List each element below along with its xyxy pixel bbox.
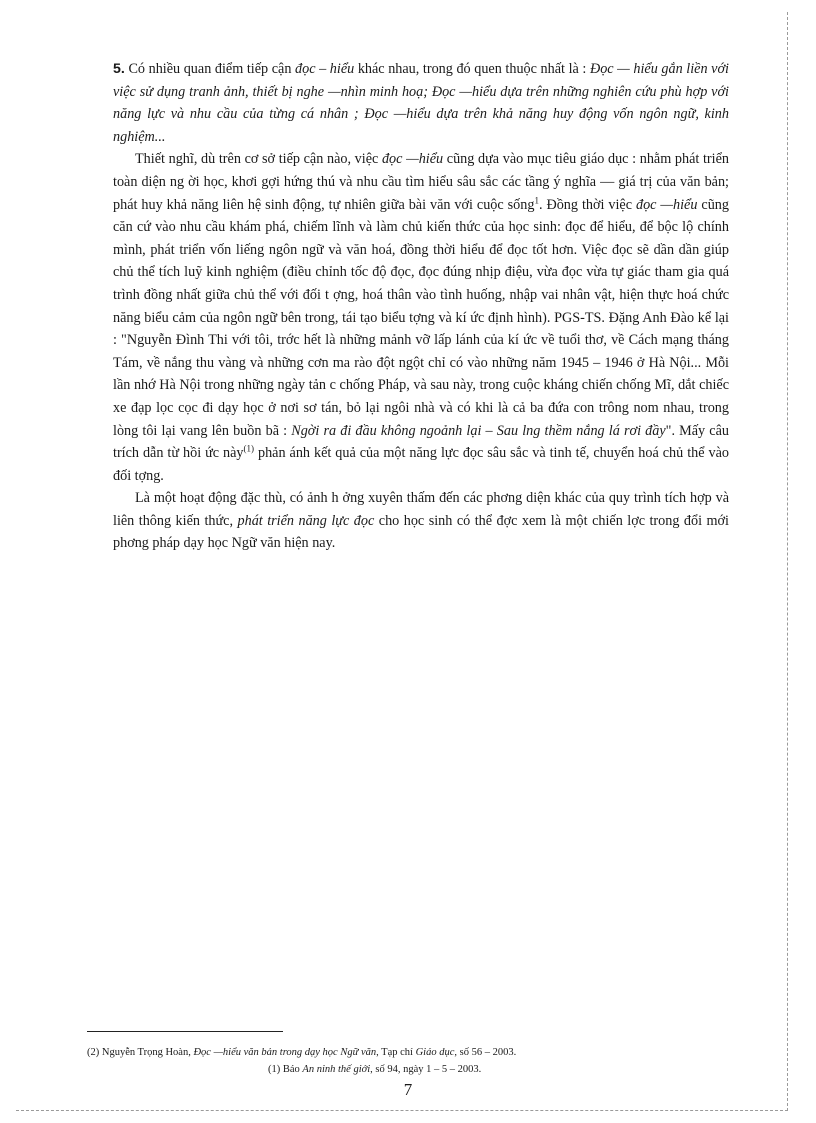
fn1-text-b: , số 94, ngày 1 – 5 – 2003. bbox=[370, 1064, 482, 1075]
p1-italic-1: đọc – hiểu bbox=[295, 61, 355, 77]
p2-italic-3: Ngời ra đi đầu không ngoảnh lại – Sau lng thềm nắng lá rơi đầy bbox=[291, 422, 666, 439]
p1-text-1: Có nhiều quan điểm tiếp cận bbox=[124, 61, 296, 77]
p2-text-4: cũng căn cứ vào nhu cầu khám phá, chiếm lĩnh và làm chủ kiến thức của học sinh: đọc để hiểu, để bộc lộ chính mình, phát triển vốn liếng ngôn ngữ và văn hoá, đồng thời hiểu để đọc tốt hơn. Việc đọc sẽ dần dần giúp chủ thể tích luỹ kinh nghiệm (điều chỉnh tốc độ đọc, đọc đúng nhịp điệu, vừa đọc vừa tự giác tham gia quá trình đồng nhất giữa chủ thể với đối t ợng, hoá thân vào tình huống, nhập vai nhân vật, hiện thực hoá chức năng biểu cảm của ngôn ngữ bên trong, tái tạo biểu tợng và kí ức định hình). PGS-TS. Đặng Anh Đào kể lại : "Nguyễn Đình Thi với tôi, trớc hết là những mảnh vỡ lấp lánh của kí ức về tuổi thơ, về Cách mạng tháng Tám, về nắng thu vàng và những cơn ma rào đột ngột chỉ có vào những năm 1945 – 1946 ở Hà Nội... Mỗi lần nhớ Hà Nội trong những ngày tản c chống Pháp, và sau này, trong cuộc kháng chiến chống Mĩ, dắt chiếc xe đạp lọc cọc đi dạy học ở nơi sơ tán, bỏ lại ngôi nhà và có khi là cả ba đứa con trông nom nhau, trong lòng tôi lại vang lên buồn bã : bbox=[113, 196, 729, 439]
footnote-ref-1: 1 bbox=[534, 194, 539, 205]
p2-text-3: . Đồng thời việc bbox=[538, 196, 636, 213]
p2-italic-1: đọc —hiểu bbox=[381, 151, 444, 168]
footnote-1 bbox=[268, 1063, 481, 1076]
fn2-italic: Đọc —hiểu văn bản trong dạy học Ngữ văn bbox=[193, 1047, 377, 1058]
item-number: 5. bbox=[113, 61, 125, 77]
fn2-text-a: (2) Nguyễn Trọng Hoàn, bbox=[87, 1047, 194, 1058]
page-edge-bottom bbox=[16, 1110, 788, 1111]
p1-text-2: khác nhau, trong đó quen thuộc nhất là : bbox=[354, 61, 590, 77]
p2-italic-2: đọc —hiểu bbox=[635, 196, 698, 213]
footnote-2 bbox=[87, 1046, 727, 1059]
p1-italic-2: Đọc — hiểu gắn liền với việc sử dụng tranh ảnh, thiết bị nghe —nhìn minh hoạ; Đọc —hiểu dựa trên những nghiên cứu phù hợp với năng lực và nhu cầu của từng cá nhân ; Đọc —hiểu dựa trên khả năng huy động vốn ngôn ngữ, kinh nghiệm... bbox=[113, 61, 729, 145]
p3-text-2: cho học sinh có thể đợc xem là một chiến lợc trong đổi mới phơng pháp dạy học Ngữ văn hiện nay. bbox=[113, 512, 730, 552]
fn2-text-c: , số 56 – 2003. bbox=[454, 1047, 517, 1058]
p2-text-5: ". Mấy câu trích dẫn từ hồi ức này bbox=[113, 422, 729, 462]
page-edge-right bbox=[787, 12, 788, 1111]
footnote-ref-2: (1) bbox=[243, 443, 255, 454]
fn2-italic-2: Giáo dục bbox=[415, 1047, 455, 1058]
p3-italic-1: phát triển năng lực đọc bbox=[237, 512, 375, 529]
fn1-italic: An ninh thế giới bbox=[302, 1064, 371, 1075]
p2-text-1: Thiết nghĩ, dù trên cơ sở tiếp cận nào, việc bbox=[135, 151, 382, 168]
paragraph-5 bbox=[113, 58, 729, 148]
p2-text-6: phản ánh kết quả của một năng lực đọc sâu sắc và tinh tế, chuyển hoá chủ thể vào đối tợng. bbox=[113, 445, 729, 484]
fn1-text-a: (1) Báo bbox=[268, 1064, 303, 1075]
fn2-text-b: , Tạp chí bbox=[376, 1047, 416, 1058]
footnote-separator bbox=[87, 1031, 283, 1032]
p2-text-2: cũng dựa vào mục tiêu giáo dục : nhằm phát triển toàn diện ng ời học, khơi gợi hứng thú và nhu cầu tìm hiểu sâu sắc các tầng ý nghĩa — giá trị của văn bản; phát huy khả năng liên hệ sinh động, tự nhiên giữa bài văn với cuộc sống bbox=[113, 151, 729, 213]
page-number: 7 bbox=[403, 1080, 413, 1099]
p3-text-1: Là một hoạt động đặc thù, có ảnh h ởng xuyên thấm đến các phơng diện khác của quy trình tích hợp và liên thông kiến thức, bbox=[113, 490, 729, 529]
paragraph-3 bbox=[113, 487, 729, 555]
paragraph-2 bbox=[113, 148, 729, 487]
body-text bbox=[113, 58, 729, 555]
